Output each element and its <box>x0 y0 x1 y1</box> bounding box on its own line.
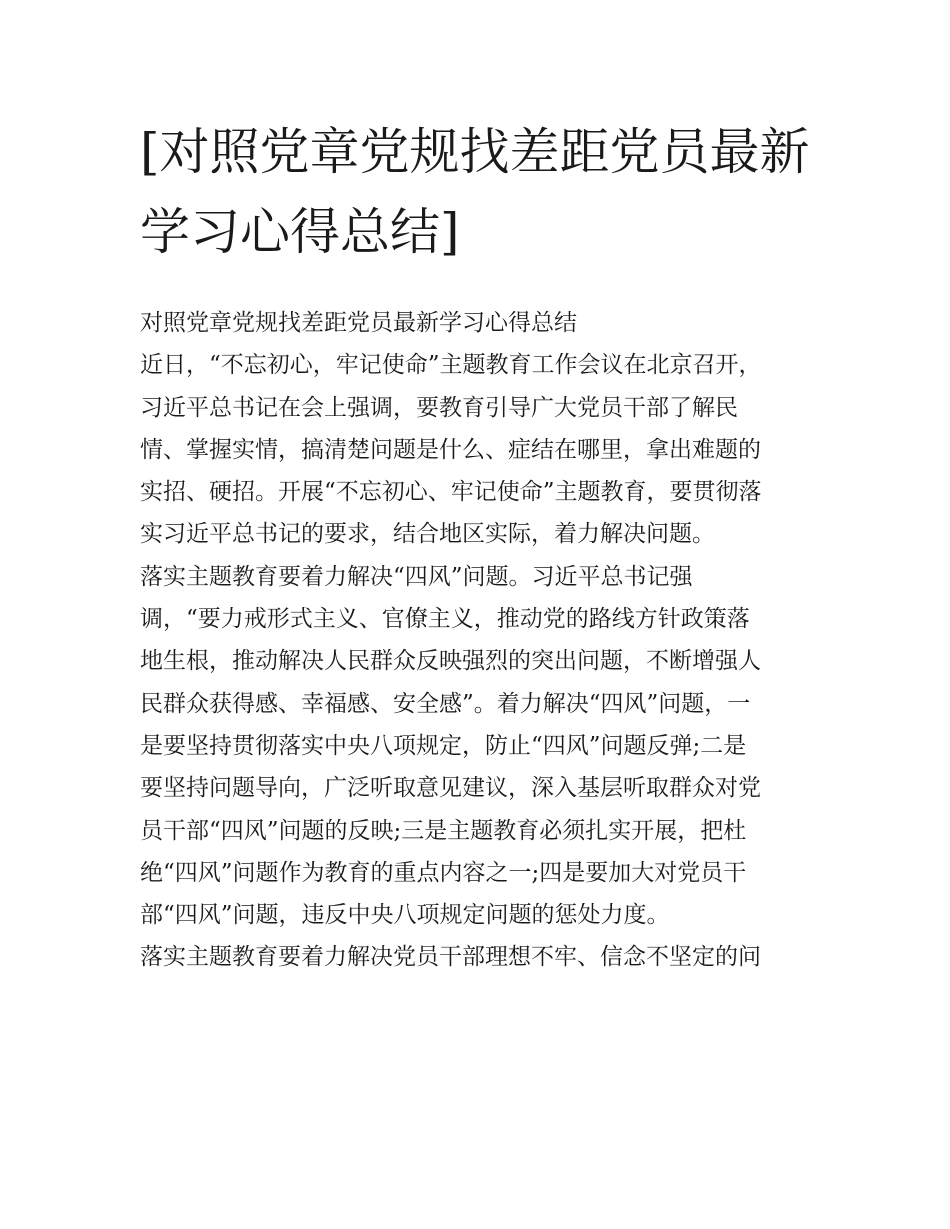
body-line: 对照党章党规找差距党员最新学习心得总结 <box>140 310 577 336</box>
body-line: 民群众获得感、幸福感、安全感”。着力解决“四风”问题，一 <box>140 690 751 717</box>
document-title <box>140 112 812 272</box>
body-line: 习近平总书记在会上强调，要教育引导广大党员干部了解民 <box>140 394 738 421</box>
body-line: 实习近平总书记的要求，结合地区实际，着力解决问题。 <box>140 521 715 548</box>
title-line: 学习心得总结] <box>140 203 460 261</box>
body-line: 部“四风”问题，违反中央八项规定问题的惩处力度。 <box>140 902 670 929</box>
document-page <box>140 112 812 979</box>
body-line: 要坚持问题导向，广泛听取意见建议，深入基层听取群众对党 <box>140 775 761 802</box>
body-line: 实招、硬招。开展“不忘初心、牢记使命”主题教育，要贯彻落 <box>140 479 762 506</box>
body-line: 地生根，推动解决人民群众反映强烈的突出问题，不断增强人 <box>140 648 761 675</box>
body-line: 情、掌握实情，搞清楚问题是什么、症结在哪里，拿出难题的 <box>140 436 761 463</box>
body-line: 落实主题教育要着力解决“四风”问题。习近平总书记强 <box>140 563 693 590</box>
body-line: 近日，“不忘初心，牢记使命”主题教育工作会议在北京召开， <box>140 352 762 379</box>
body-line: 落实主题教育要着力解决党员干部理想不牢、信念不坚定的问 <box>140 944 761 971</box>
body-line: 绝“四风”问题作为教育的重点内容之一;四是要加大对党员干 <box>140 859 747 886</box>
document-body <box>140 302 812 979</box>
title-line: [对照党章党规找差距党员最新 <box>140 123 810 181</box>
body-line: 是要坚持贯彻落实中央八项规定，防止“四风”问题反弹;二是 <box>140 732 747 759</box>
body-line: 员干部“四风”问题的反映;三是主题教育必须扎实开展，把杜 <box>140 817 747 844</box>
body-line: 调，“要力戒形式主义、官僚主义，推动党的路线方针政策落 <box>140 606 750 633</box>
